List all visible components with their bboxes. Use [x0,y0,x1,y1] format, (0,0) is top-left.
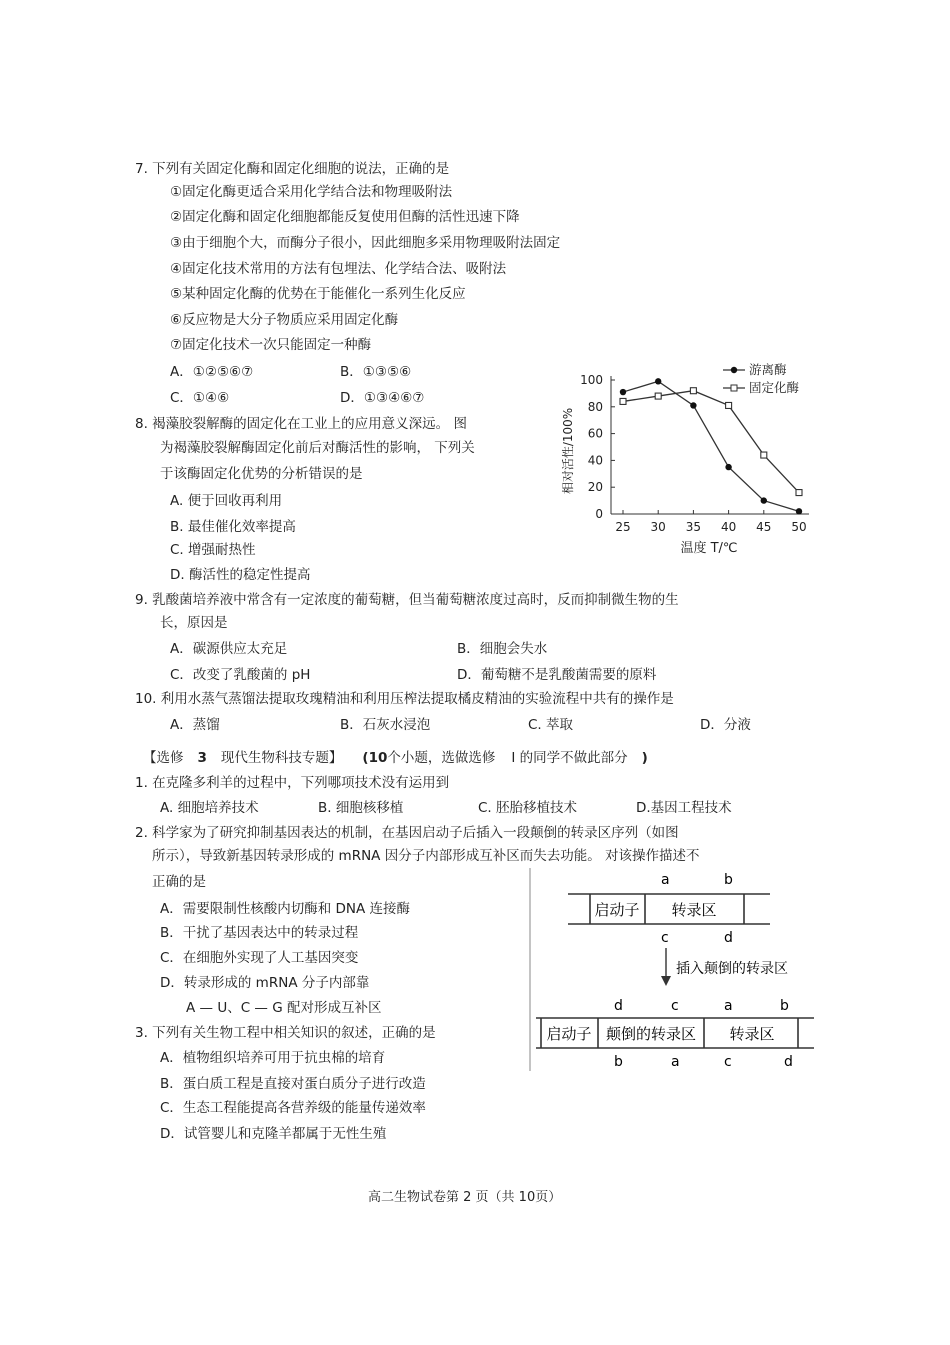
q8-option-b: B. 最佳催化效率提高 [170,519,296,535]
top-label-d: d [724,930,733,946]
insert-arrow-label: 插入颠倒的转录区 [676,961,788,977]
point-immobilized-enzyme-45 [761,452,767,458]
bottom-label-b-top: b [780,998,789,1014]
q8-stem-line-2: 为褐藻胶裂解酶固定化前后对酶活性的影响， 下列关 [160,440,475,456]
bottom-label-c-bottom: c [724,1054,732,1070]
y-tick-label-100: 100 [580,373,603,387]
top-label-c: c [661,930,669,946]
y-tick-label-20: 20 [587,480,603,495]
q7-item-5: ⑤某种固定化酶的优势在于能催化一系列生化反应 [170,286,466,302]
s1-option-d: D.基因工程技术 [636,800,732,816]
bottom-label-a-top: a [724,998,733,1014]
top-label-a: a [661,872,670,888]
bottom-label-a-bottom: a [671,1054,680,1070]
chart-legend [723,362,800,395]
s3-option-d: D．试管婴儿和克隆羊都属于无性生殖 [160,1126,387,1142]
series-line-immobilized-enzyme [623,391,799,493]
section-part-b: 3 [197,750,207,766]
top-promoter-label: 启动子 [594,901,640,919]
q9-option-d: D．葡萄糖不是乳酸菌需要的原料 [457,667,657,683]
q10-stem: 10. 利用水蒸气蒸馏法提取玫瑰精油和利用压榨法提取橘皮精油的实验流程中共有的操作是 [135,691,674,707]
s1-option-a: A. 细胞培养技术 [160,800,259,816]
x-tick-label-30: 30 [650,520,666,534]
x-tick-label-25: 25 [615,520,631,534]
q7-stem: 7. 下列有关固定化酶和固定化细胞的说法，正确的是 [135,161,450,177]
q10-option-d: D．分液 [700,717,751,733]
q9-option-b: B．细胞会失水 [457,641,548,657]
q10-option-a: A．蒸馏 [170,717,220,733]
s2-stem-line-3: 正确的是 [152,874,206,890]
point-free-enzyme-50 [796,508,802,514]
section-part-g: ) [641,750,648,766]
point-immobilized-enzyme-40 [726,402,732,408]
x-tick-label-35: 35 [685,520,702,534]
y-tick-label-60: 60 [587,426,603,441]
bottom-label-c-top: c [671,998,679,1014]
y-tick-label-80: 80 [587,399,603,414]
s3-option-b: B．蛋白质工程是直接对蛋白质分子进行改造 [160,1076,426,1092]
s2-stem-line-1: 2. 科学家为了研究抑制基因表达的机制，在基因启动子后插入一段颠倒的转录区序列（如图 [135,825,679,841]
q8-option-a: A. 便于回收再利用 [170,493,283,509]
gene-construct-diagram [528,868,818,1073]
bottom-label-b-bottom: b [614,1054,623,1070]
q7-option-a: A．①②⑤⑥⑦ [170,364,254,380]
q7-option-c: C．①④⑥ [170,390,230,406]
x-axis-label: 温度 T/℃ [680,541,738,556]
bottom-promoter-label: 启动子 [546,1025,592,1043]
top-label-b: b [724,872,733,888]
point-free-enzyme-25 [620,389,626,395]
legend-marker-0 [731,367,737,373]
page-footer: 高二生物试卷第 2 页（共 10页） [368,1190,562,1205]
s3-option-c: C．生态工程能提高各营养级的能量传递效率 [160,1100,426,1116]
legend-label-0: 游离酶 [749,362,787,377]
x-tick-label-45: 45 [756,520,772,534]
section-header [143,749,648,767]
q9-stem-line-2: 长，原因是 [160,615,228,631]
legend-label-1: 固定化酶 [749,380,800,395]
insert-arrow-head [661,976,671,986]
q7-option-b: B．①③⑤⑥ [340,364,412,380]
point-free-enzyme-40 [725,464,731,470]
s2-option-c: C．在细胞外实现了人工基因突变 [160,950,359,966]
legend-marker-1 [731,385,737,391]
q7-item-7: ⑦固定化技术一次只能固定一种酶 [170,337,372,353]
chart-ticks [560,373,807,556]
y-axis-label: 相对活性/100% [561,407,575,495]
point-free-enzyme-45 [761,497,767,503]
point-immobilized-enzyme-50 [796,490,802,496]
x-tick-label-50: 50 [791,520,807,534]
q10-option-c: C. 萃取 [528,717,574,733]
q9-stem-line-1: 9. 乳酸菌培养液中常含有一定浓度的葡萄糖，但当葡萄糖浓度过高时，反而抑制微生物的生 [135,592,679,608]
y-tick-label-0: 0 [595,507,603,521]
bottom-inverted-label: 颠倒的转录区 [605,1025,697,1043]
s2-option-b: B．干扰了基因表达中的转录过程 [160,925,359,941]
s1-stem: 1. 在克隆多利羊的过程中，下列哪项技术没有运用到 [135,775,450,791]
series-line-free-enzyme [623,381,799,511]
s2-stem-line-2: 所示），导致新基因转录形成的 mRNA 因分子内部形成互补区而失去功能。 对该操作描述不 [152,848,700,864]
section-part-c: 现代生物科技专题】 [220,750,343,766]
q8-stem-line-1: 8. 褐藻胶裂解酶的固定化在工业上的应用意义深远。 图 [135,416,467,432]
point-immobilized-enzyme-25 [620,398,626,404]
section-part-e: 个小题，选做选修 [387,750,496,766]
q7-item-3: ③由于细胞个大，而酶分子很小，因此细胞多采用物理吸附法固定 [170,235,561,251]
bottom-label-d-bottom: d [784,1054,793,1070]
q7-item-1: ①固定化酶更适合采用化学结合法和物理吸附法 [170,184,453,200]
point-free-enzyme-30 [655,378,661,384]
s3-stem: 3. 下列有关生物工程中相关知识的叙述，正确的是 [135,1025,436,1041]
q7-item-2: ②固定化酶和固定化细胞都能反复使用但酶的活性迅速下降 [170,209,520,225]
chart-axes [611,376,809,514]
q7-option-d: D．①③④⑥⑦ [340,390,425,406]
section-part-a: 【选修 [143,750,184,766]
q7-item-4: ④固定化技术常用的方法有包埋法、化学结合法、吸附法 [170,261,507,277]
s2-option-d: D．转录形成的 mRNA 分子内部靠 [160,975,370,991]
s2-option-d-cont: A — U、C — G 配对形成互补区 [186,1000,382,1016]
chart-series [620,378,802,514]
q9-option-a: A．碳源供应太充足 [170,641,288,657]
q7-item-6: ⑥反应物是大分子物质应采用固定化酶 [170,312,399,328]
point-free-enzyme-35 [690,402,696,408]
y-tick-label-40: 40 [587,453,603,468]
q8-option-d: D. 酶活性的稳定性提高 [170,567,311,583]
section-part-d: (10 [362,750,388,766]
enzyme-activity-chart [555,362,815,562]
q10-option-b: B．石灰水浸泡 [340,717,431,733]
s1-option-b: B. 细胞核移植 [318,800,404,816]
point-immobilized-enzyme-30 [655,393,661,399]
point-immobilized-enzyme-35 [690,388,696,394]
s1-option-c: C. 胚胎移植技术 [478,800,578,816]
section-part-f: Ⅰ 的同学不做此部分 [511,750,628,766]
bottom-label-d-top: d [614,998,623,1014]
top-transcription-label: 转录区 [671,901,717,919]
x-tick-label-40: 40 [720,520,737,534]
q9-option-c: C．改变了乳酸菌的 pH [170,667,311,683]
s3-option-a: A．植物组织培养可用于抗虫棉的培育 [160,1050,386,1066]
q8-stem-line-3: 于该酶固定化优势的分析错误的是 [160,466,363,482]
bottom-transcription-label: 转录区 [729,1025,775,1043]
s2-option-a: A．需要限制性核酸内切酶和 DNA 连接酶 [160,901,411,917]
q8-option-c: C. 增强耐热性 [170,542,256,558]
